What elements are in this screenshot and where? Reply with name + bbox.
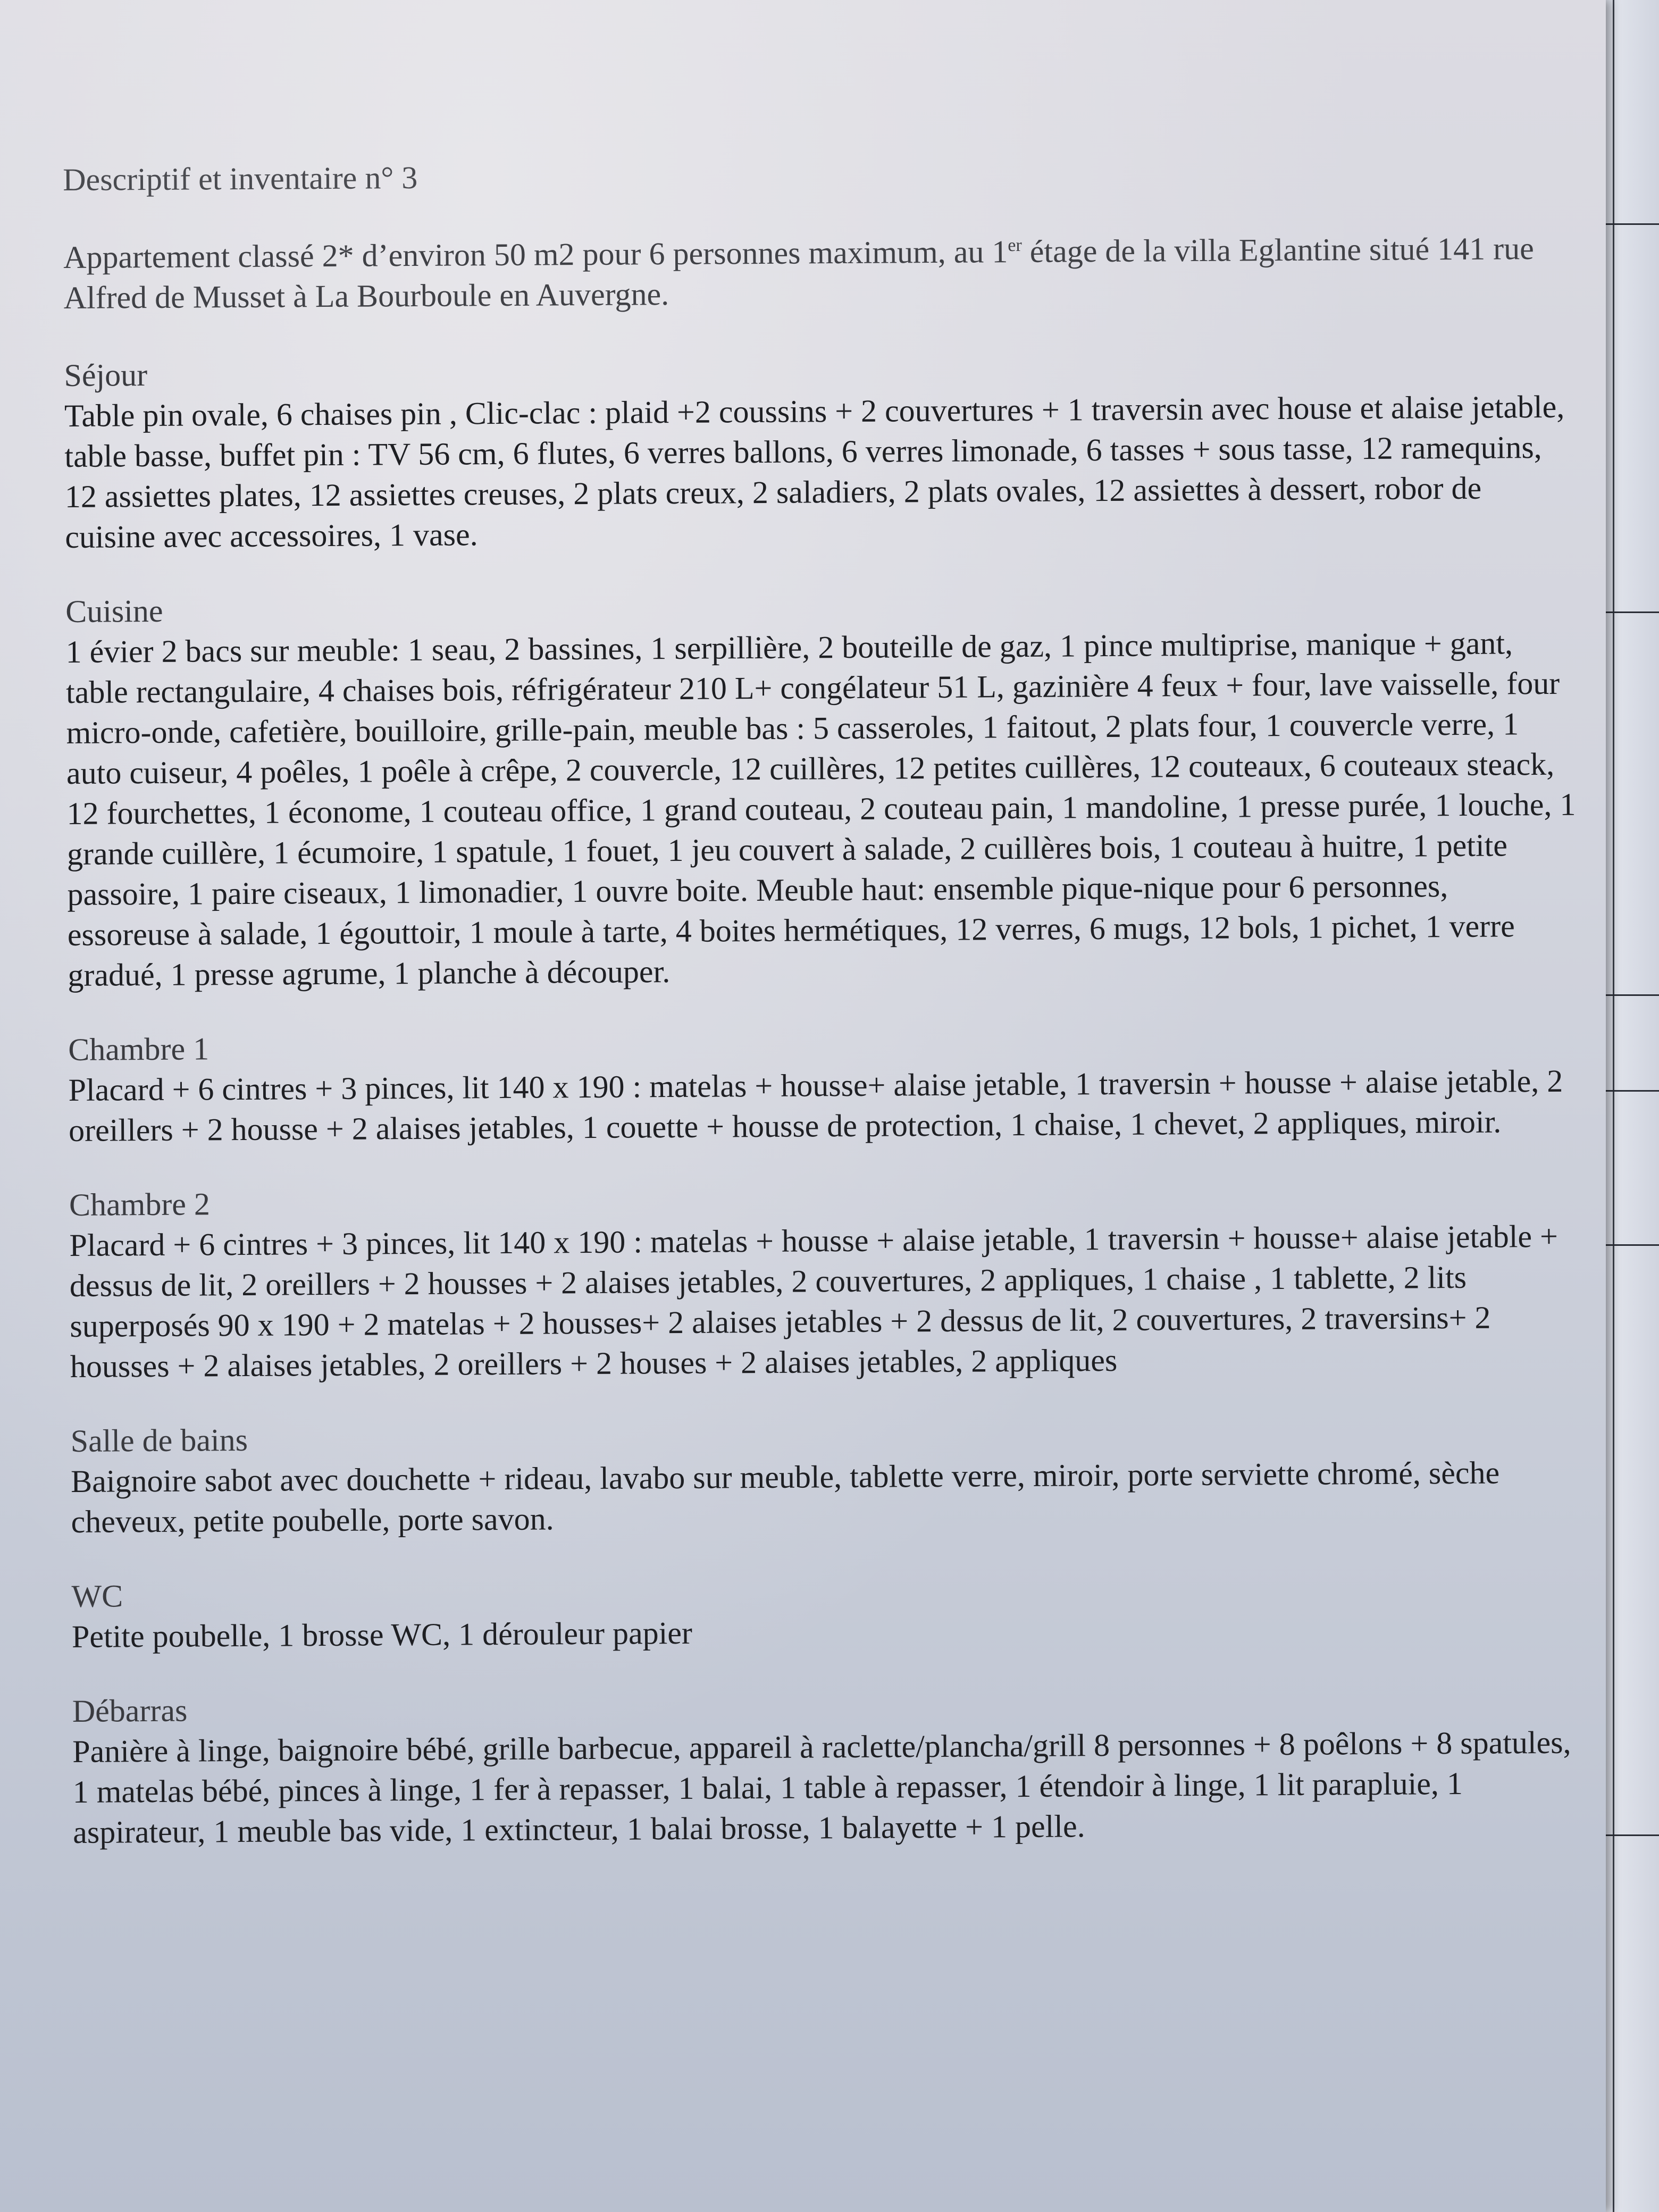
section-heading: WC bbox=[71, 1578, 123, 1614]
intro-superscript: er bbox=[1008, 235, 1022, 256]
section-heading: Débarras bbox=[72, 1692, 188, 1729]
section-chambre-1 bbox=[68, 1020, 1579, 1151]
section-heading: Cuisine bbox=[65, 593, 163, 629]
section-debarras bbox=[72, 1682, 1583, 1853]
section-body: Panière à linge, baignoire bébé, grille barbecue, appareil à raclette/plancha/grill 8 personnes + 8 poêlons + 8 spatules, 1 matelas bébé, pinces à linge, 1 fer à repasser, 1 balai, 1 table à repasser, 1 étendoir à linge, 1 lit parapluie, 1 aspirateur, 1 meuble bas vide, 1 extincteur, 1 balai brosse, 1 balayette + 1 pelle. bbox=[72, 1724, 1571, 1850]
section-wc bbox=[71, 1567, 1582, 1657]
intro-text-start: Appartement classé 2* d’environ 50 m2 pour 6 personnes maximum, au 1 bbox=[63, 234, 1008, 275]
section-cuisine bbox=[65, 582, 1578, 995]
section-body: 1 évier 2 bacs sur meuble: 1 seau, 2 bassines, 1 serpillière, 2 bouteille de gaz, 1 pince multiprise, manique + gant, table rectangulaire, 4 chaises bois, réfrigérateur 210 L+ congélateur 51 L, gazinière 4 feux + four, lave vaisselle, four micro-onde, cafetière, bouilloire, grille-pain, meuble bas : 5 casseroles, 1 faitout, 2 plats four, 1 couvercle verre, 1 auto cuiseur, 4 poêles, 1 poêle à crêpe, 2 couvercle, 12 cuillères, 12 petites cuillères, 12 couteaux, 6 couteaux steack, 12 fourchettes, 1 économe, 1 couteau office, 1 grand couteau, 2 couteau pain, 1 mandoline, 1 presse purée, 1 louche, 1 grande cuillère, 1 écumoire, 1 spatule, 1 fouet, 1 jeu couvert à salade, 2 cuillères bois, 1 couteau à huitre, 1 petite passoire, 1 paire ciseaux, 1 limonadier, 1 ouvre boite. Meuble haut: ensemble pique-nique pour 6 personnes, essoreuse à salade, 1 égouttoir, 1 moule à tarte, 4 boites hermétiques, 12 verres, 6 mugs, 12 bols, 1 pichet, 1 verre gradué, 1 presse agrume, 1 planche à découper. bbox=[65, 625, 1576, 993]
section-body: Placard + 6 cintres + 3 pinces, lit 140 x 190 : matelas + housse + alaise jetable, 1 traversin + housse+ alaise jetable + dessus de lit, 2 oreillers + 2 housses + 2 alaises jetables, 2 couvertures, 2 appliques, 1 chaise , 1 tablette, 2 lits superposés 90 x 190 + 2 matelas + 2 housses+ 2 alaises jetables + 2 dessus de lit, 2 couvertures, 2 traversins+ 2 housses + 2 alaises jetables, 2 oreillers + 2 houses + 2 alaises jetables, 2 appliques bbox=[69, 1218, 1559, 1384]
section-body: Table pin ovale, 6 chaises pin , Clic-clac : plaid +2 coussins + 2 couvertures + 1 traversin avec house et alaise jetable, table basse, buffet pin : TV 56 cm, 6 flutes, 6 verres ballons, 6 verres limonade, 6 tasses + sous tasse, 12 ramequins, 12 assiettes plates, 12 assiettes creuses, 2 plats creux, 2 saladiers, 2 plats ovales, 12 assiettes à dessert, robor de cuisine avec accessoires, 1 vase. bbox=[64, 389, 1565, 555]
section-salle-de-bains bbox=[70, 1412, 1581, 1542]
document bbox=[63, 150, 1583, 1887]
section-heading: Chambre 2 bbox=[69, 1186, 211, 1222]
section-heading: Salle de bains bbox=[70, 1422, 248, 1459]
intro-text-end: étage de la villa Eglantine situé 141 rue Alfred de Musset à La Bourboule en Auvergne. bbox=[63, 231, 1534, 315]
document-title: Descriptif et inventaire n° 3 bbox=[63, 160, 418, 197]
section-body: Baignoire sabot avec douchette + rideau, lavabo sur meuble, tablette verre, miroir, porte serviette chromé, sèche cheveux, petite poubelle, porte savon. bbox=[70, 1455, 1500, 1539]
section-body: Placard + 6 cintres + 3 pinces, lit 140 x 190 : matelas + housse+ alaise jetable, 1 traversin + housse + alaise jetable, 2 oreillers + 2 housse + 2 alaises jetables, 1 couette + housse de protection, 1 chaise, 1 chevet, 2 appliques, miroir. bbox=[68, 1063, 1563, 1148]
sheet-vertical-line bbox=[1613, 0, 1614, 2212]
section-chambre-2 bbox=[69, 1176, 1580, 1387]
section-heading: Séjour bbox=[64, 357, 148, 393]
section-heading: Chambre 1 bbox=[68, 1031, 210, 1067]
section-sejour bbox=[64, 346, 1575, 557]
intro-paragraph bbox=[63, 228, 1574, 318]
section-body: Petite poubelle, 1 brosse WC, 1 dérouleur papier bbox=[71, 1615, 693, 1654]
